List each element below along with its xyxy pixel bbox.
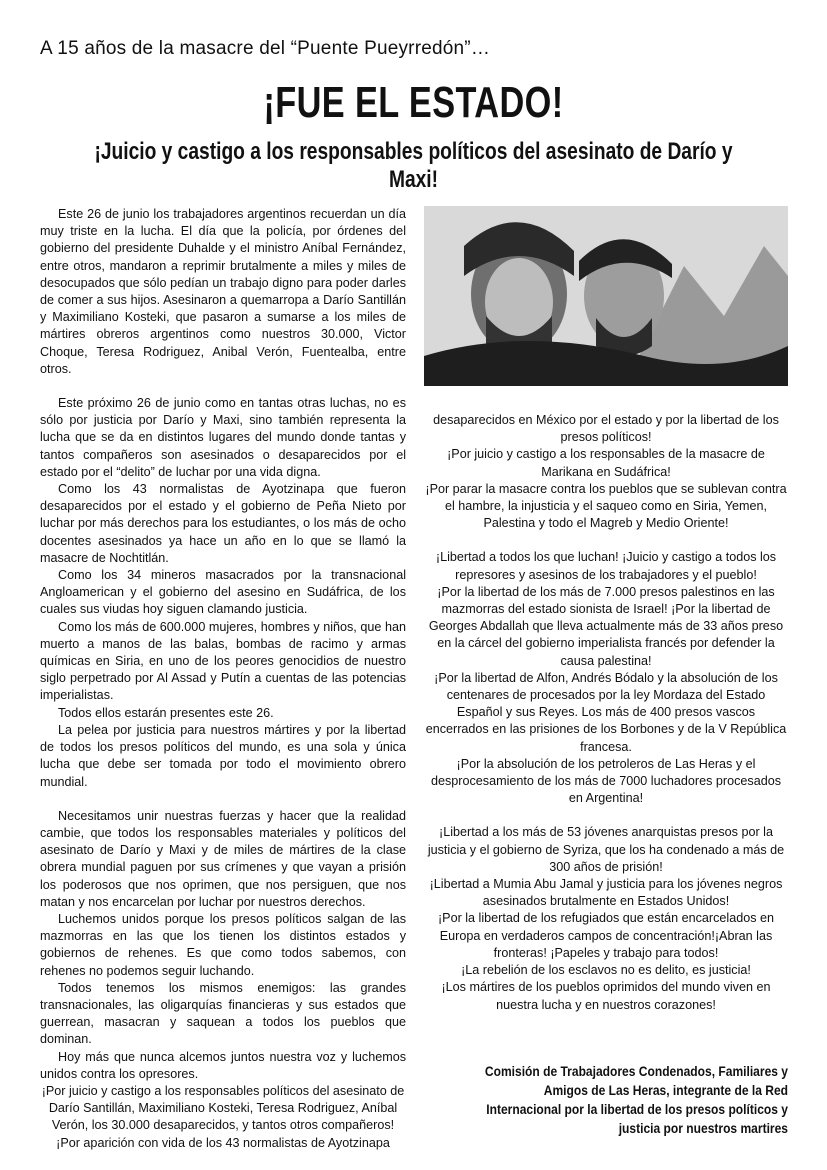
paragraph: Este próximo 26 de junio como en tantas otras luchas, no es sólo por justicia por Darío y Maxi, sino también representa la lucha que se da en distintos lugares del mundo donde tantas y tantos compañeros son asesinados o desaparecidos por el estado por el “delito” de luchar por una vida digna. [40,396,406,479]
portrait-illustration [424,206,788,386]
slogan: ¡Libertad a todos los que luchan! ¡Juicio y castigo a todos los represores y asesinos de los trabajadores y el pueblo! [435,550,777,582]
paragraph: Hoy más que nunca alcemos juntos nuestra voz y luchemos unidos contra los opresores. [40,1049,406,1081]
paragraph: Todos ellos estarán presentes este 26. [58,705,274,720]
right-column [424,412,788,1014]
paragraph: Como los 43 normalistas de Ayotzinapa que fueron desaparecidos por el estado y el gobierno de Peña Nieto por luchar por más derechos para los estudiantes, o los más de ocho docentes asesinados ya hace un año en lo que se llamó la masacre de Nochtitlán. [40,482,406,565]
slogan: ¡Por la absolución de los petroleros de Las Heras y el desprocesamiento de los más de 7000 luchadores procesados en Argentina! [430,756,782,806]
slogan: ¡Libertad a los más de 53 jóvenes anarquistas presos por la justicia y el gobierno de Syriza, que los ha condenado a más de 300 años de prisión! [427,825,785,874]
kicker-line: A 15 años de la masacre del “Puente Pueyrredón”… [40,38,491,59]
signature-text: Comisión de Trabajadores Condenados, Familiares y Amigos de Las Heras, integrante de la Red Internacional por la libertad de los presos políticos y justicia por nuestros martires [484,1063,788,1136]
slogan: desaparecidos en México por el estado y por la libertad de los presos políticos! [433,413,779,445]
slogan: ¡Por aparición con vida de los 43 normalistas de Ayotzinapa [56,1135,390,1150]
slogan: ¡Por juicio y castigo a los responsables políticos del asesinato de Darío Santillán, Maximiliano Kosteki, Teresa Rodriguez, Aníbal Verón, los 30.000 desaparecidos, y tantos otros compañeros! [41,1083,405,1133]
paragraph: Como los 34 mineros masacrados por la transnacional Angloamerican y el gobierno del asesino en Sudáfrica, de los cuales sus viudas hoy siguen clamando justicia. [40,568,406,617]
paragraph: Luchemos unidos porque los presos políticos salgan de las mazmorras en las que los tienen los distintos estados y gobiernos de rehenes. Es que como todos sabemos, con rehenes no podemos seguir luchando. [40,911,406,978]
paragraph: La pelea por justicia para nuestros mártires y por la libertad de todos los presos políticos del mundo, es una sola y única lucha que debe ser tomada por todo el movimiento obrero mundial. [40,722,406,789]
subheadline: ¡Juicio y castigo a los responsables políticos del asesinato de Darío y Maxi! [94,138,733,193]
paragraph: Este 26 de junio los trabajadores argentinos recuerdan un día muy triste en la lucha. El día que la policía, por órdenes del gobierno del presidente Duhalde y el ministro Aníbal Fernández, entre otros, mandaron a reprimir brutalmente a miles y miles de desocupados que sólo pedían un trabajo digno para poder darles de comer a sus hijos. Asesinaron a quemarropa a Darío Santillán y Maximiliano Kosteki, que pasaron a sumarse a los miles de mártires obreros argentinos como nuestros 30.000, Victor Choque, Teresa Rodriguez, Anibal Verón, Fuentealba, entre otros. [40,207,406,376]
paragraph: Como los más de 600.000 mujeres, hombres y niños, que han muerto a manos de las balas, bombas de racimo y armas químicas en Siria, en uno de los peores genocidios de nuestro siglo perpetrado por Al Assad y Putín a cuentas de las potencias imperialistas. [40,619,406,703]
slogan: ¡Por la libertad de los más de 7.000 presos palestinos en las mazmorras del estado sionista de Israel! ¡Por la libertad de Georges Abdallah que lleva actualmente más de 33 años preso en la cárcel del gobierno imperialista francés por defender la causa palestina! [428,584,784,668]
slogan: ¡Por la libertad de los refugiados que están encarcelados en Europa en verdaderos campos de concentración!¡Abran las fronteras! ¡Papeles y trabajo para todos! [437,911,775,960]
signature-block [424,1062,788,1138]
portrait-photo [424,206,788,386]
slogan: ¡Por la libertad de Alfon, Andrés Bódalo y la absolución de los centenares de procesados por la ley Mordaza del Estado Español y sus Reyes. Los más de 400 presos vascos encerrados en las prisiones de los Borbones y de la V República francesa. [425,670,787,754]
paragraph: Necesitamos unir nuestras fuerzas y hacer que la realidad cambie, que todos los responsables materiales y políticos del asesinato de Darío y Maxi y de miles de mártires de la clase obrera mundial paguen por sus crímenes y que vayan a prisión los poderosos que nos oprimen, que nos persiguen, que nos matan y nos encarcelan por luchar por nuestros derechos. [40,808,406,909]
left-column [40,206,406,1152]
slogan: ¡Los mártires de los pueblos oprimidos del mundo viven en nuestra lucha y en nuestros corazones! [441,980,771,1012]
slogan: ¡Por parar la masacre contra los pueblos que se sublevan contra el hambre, la injusticia y el saqueo como en Siria, Yemen, Palestina y todo el Magreb y Medio Oriente! [425,481,787,531]
paragraph: Todos tenemos los mismos enemigos: las grandes transnacionales, las oligarquías financieras y sus estados que guerrean, masacran y saquean a todos los pueblos que dominan. [40,980,406,1047]
slogan: ¡Libertad a Mumia Abu Jamal y justicia para los jóvenes negros asesinados brutalmente en Estados Unidos! [429,877,783,909]
headline: ¡FUE EL ESTADO! [263,78,564,127]
slogan: ¡La rebelión de los esclavos no es delito, es justicia! [461,963,751,978]
slogan: ¡Por juicio y castigo a los responsables de la masacre de Marikana en Sudáfrica! [447,447,765,479]
